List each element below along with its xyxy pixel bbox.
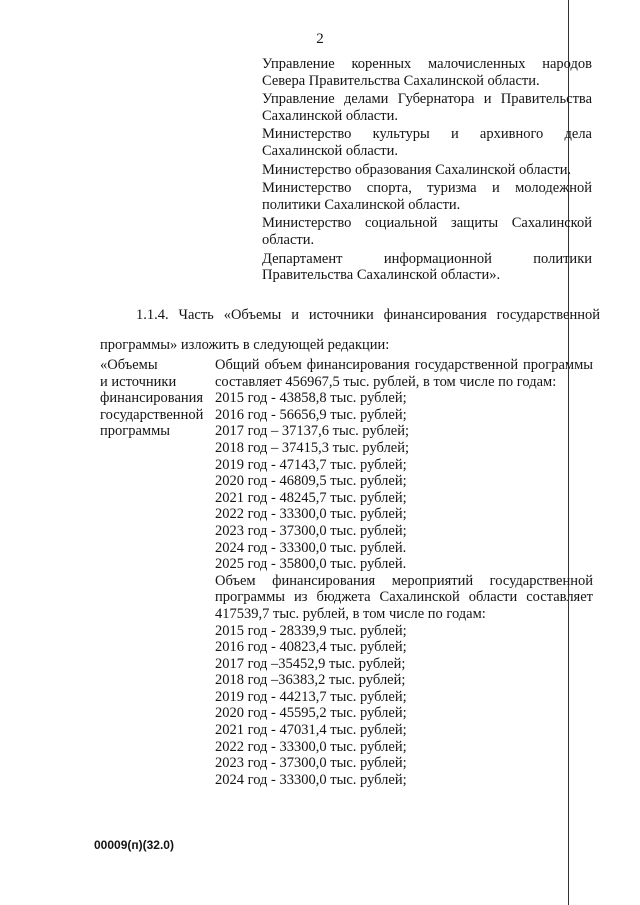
year-line: 2021 год - 47031,4 тыс. рублей; bbox=[215, 722, 407, 739]
recipients-list bbox=[262, 56, 592, 286]
section-label bbox=[100, 357, 220, 440]
recipient-item: Управление коренных малочисленных народов Севера Правительства Сахалинской области. bbox=[262, 56, 592, 89]
label-line: и источники bbox=[100, 373, 177, 390]
recipient-item: Министерство культуры и архивного дела Сахалинской области. bbox=[262, 126, 592, 159]
year-line: 2022 год - 33300,0 тыс. рублей; bbox=[215, 506, 407, 523]
year-line: 2020 год - 45595,2 тыс. рублей; bbox=[215, 705, 407, 722]
year-line: 2016 год - 56656,9 тыс. рублей; bbox=[215, 406, 407, 423]
recipient-item: Министерство спорта, туризма и молодежной политики Сахалинской области. bbox=[262, 180, 592, 213]
year-line: 2025 год - 35800,0 тыс. рублей. bbox=[215, 556, 407, 573]
amendment-paragraph: 1.1.4. Часть «Объемы и источники финансирования государственной программы» изложить в следующей редакции: bbox=[100, 307, 600, 353]
year-line: 2015 год - 28339,9 тыс. рублей; bbox=[215, 622, 407, 639]
recipient-item: Департамент информационной политики Правительства Сахалинской области». bbox=[262, 250, 592, 284]
recipient-item: Министерство социальной защиты Сахалинской области. bbox=[262, 215, 592, 248]
regional-funding-intro: Объем финансирования мероприятий государственной программы из бюджета Сахалинской области составляет 417539,7 тыс. рублей, в том числе по годам: bbox=[215, 572, 593, 622]
funding-content bbox=[215, 357, 593, 788]
year-line: 2024 год - 33300,0 тыс. рублей; bbox=[215, 771, 407, 788]
total-funding-intro: Общий объем финансирования государственной программы составляет 456967,5 тыс. рублей, в том числе по годам: bbox=[215, 357, 593, 390]
label-line: программы bbox=[100, 423, 170, 440]
year-line: 2019 год - 47143,7 тыс. рублей; bbox=[215, 456, 407, 473]
year-line: 2020 год - 46809,5 тыс. рублей; bbox=[215, 473, 407, 490]
year-line: 2024 год - 33300,0 тыс. рублей. bbox=[215, 539, 407, 556]
year-line: 2021 год - 48245,7 тыс. рублей; bbox=[215, 489, 407, 506]
label-line: государственной bbox=[100, 406, 204, 423]
year-line: 2023 год - 37300,0 тыс. рублей; bbox=[215, 522, 407, 539]
year-line: 2019 год - 44213,7 тыс. рублей; bbox=[215, 688, 407, 705]
year-line: 2018 год – 37415,3 тыс. рублей; bbox=[215, 439, 410, 456]
year-line: 2016 год - 40823,4 тыс. рублей; bbox=[215, 639, 407, 656]
year-line: 2017 год – 37137,6 тыс. рублей; bbox=[215, 423, 410, 440]
total-years-list bbox=[215, 390, 593, 573]
year-line: 2023 год - 37300,0 тыс. рублей; bbox=[215, 755, 407, 772]
year-line: 2015 год - 43858,8 тыс. рублей; bbox=[215, 390, 407, 407]
label-line: финансирования bbox=[100, 390, 204, 407]
year-line: 2017 год –35452,9 тыс. рублей; bbox=[215, 655, 406, 672]
page-number: 2 bbox=[316, 31, 324, 47]
recipient-item: Министерство образования Сахалинской области. bbox=[262, 161, 572, 178]
year-line: 2022 год - 33300,0 тыс. рублей; bbox=[215, 738, 407, 755]
document-code: 00009(п)(32.0) bbox=[94, 838, 174, 852]
label-line: «Объемы bbox=[100, 357, 158, 373]
recipient-item: Управление делами Губернатора и Правительства Сахалинской области. bbox=[262, 91, 592, 124]
year-line: 2018 год –36383,2 тыс. рублей; bbox=[215, 672, 406, 689]
regional-years-list bbox=[215, 623, 593, 789]
